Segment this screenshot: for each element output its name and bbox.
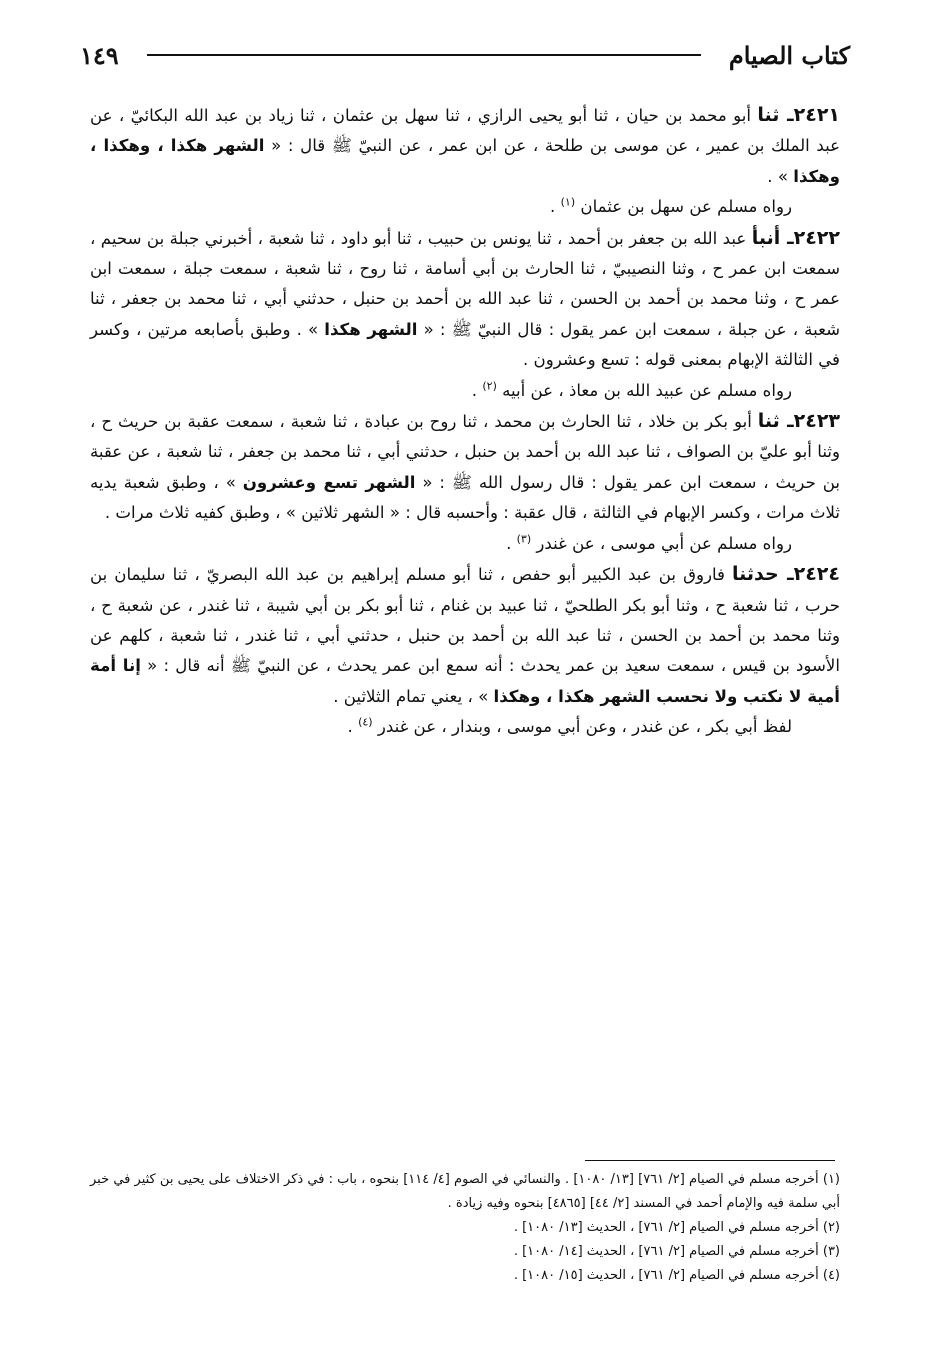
narration-end: . bbox=[506, 533, 517, 553]
hadith-number: ٢٤٢١ bbox=[793, 104, 841, 126]
header-rule bbox=[147, 54, 701, 56]
hadith-number: ٢٤٢٣ bbox=[793, 410, 841, 433]
narration-2423 bbox=[90, 529, 840, 559]
narration-text: رواه مسلم عن عبيد الله بن معاذ ، عن أبيه bbox=[502, 380, 792, 400]
hadith-2423 bbox=[90, 406, 840, 529]
footnote-mark[interactable]: (٢) bbox=[482, 379, 497, 393]
narration-text: رواه مسلم عن سهل بن عثمان bbox=[580, 197, 792, 217]
footnote-mark[interactable]: (١) bbox=[560, 195, 576, 209]
hadith-quote: الشهر تسع وعشرون bbox=[242, 472, 416, 492]
hadith-tail: » . bbox=[767, 166, 794, 186]
footnotes bbox=[90, 1168, 840, 1288]
narration-end: . bbox=[550, 197, 561, 217]
hadith-quote: الشهر هكذا bbox=[324, 319, 418, 339]
hadith-tail: » ، يعني تمام الثلاثين . bbox=[333, 686, 494, 706]
footnote-mark[interactable]: (٣) bbox=[516, 532, 532, 546]
hadith-tail: » . وطبق بأصابعه مرتين ، وكسر في الثالثة الإبهام بمعنى قوله : تسع وعشرون . bbox=[90, 319, 840, 370]
narration-end: . bbox=[471, 380, 483, 400]
narration-2421 bbox=[90, 192, 840, 222]
hadith-2424 bbox=[90, 559, 840, 712]
book-title: كتاب الصيام bbox=[728, 40, 850, 70]
hadith-2421 bbox=[90, 100, 840, 192]
hadith-2422 bbox=[90, 223, 840, 376]
hadith-quote: الشهر هكذا ، وهكذا ، وهكذا bbox=[90, 136, 840, 186]
transmission-term: ـ أنبأ bbox=[751, 226, 794, 249]
narration-2422 bbox=[90, 376, 840, 406]
footnote-1: (١) أخرجه مسلم في الصيام [٢/ ٧٦١] [١٣/ ١٠٨٠] . والنسائي في الصوم [٤/ ١١٤] بنحوه ، باب : في ذكر الاختلاف على يحيى بن كثير في خبر أبي سلمة فيه والإمام أحمد في المسند [٢/ ٤٤] [٤٨٦٥] بنحوه وفيه زيادة . bbox=[90, 1172, 840, 1211]
page-header bbox=[80, 30, 850, 80]
narration-text: رواه مسلم عن أبي موسى ، عن غندر bbox=[536, 533, 792, 553]
footnote-3: (٣) أخرجه مسلم في الصيام [٢/ ٧٦١] ، الحديث [١٤/ ١٠٨٠] . bbox=[513, 1244, 840, 1259]
page-body bbox=[90, 100, 840, 743]
hadith-quote: إنا أمة أمية لا نكتب ولا نحسب الشهر هكذا ، وهكذا bbox=[90, 656, 840, 706]
hadith-number: ٢٤٢٢ bbox=[793, 226, 840, 249]
footnote-mark[interactable]: (٤) bbox=[358, 715, 373, 729]
hadith-text: أبو محمد بن حيان ، ثنا أبو يحيى الرازي ، ثنا سهل بن عثمان ، ثنا زياد بن عبد الله البكائيّ ، عن عبد الملك بن عمير ، عن موسى بن طلحة ، عن ابن عمر ، عن النبيّ ﷺ قال : « bbox=[90, 106, 840, 156]
footnote-separator bbox=[585, 1160, 835, 1161]
hadith-number: ٢٤٢٤ bbox=[793, 563, 840, 586]
narration-2424 bbox=[90, 712, 840, 742]
narration-text: لفظ أبي بكر ، عن غندر ، وعن أبي موسى ، وبندار ، عن غندر bbox=[377, 717, 792, 737]
hadith-text: فاروق بن عبد الكبير أبو حفص ، ثنا أبو مسلم إبراهيم بن عبد الله البصريّ ، ثنا سليمان بن حرب ، ثنا شعبة ح ، وثنا أبو بكر الطلحيّ ، ثنا عبيد بن غنام ، ثنا أبو بكر بن أبي شيبة ، ثنا غندر ، عن شعبة ح ، وثنا محمد بن أحمد بن الحسن ، ثنا عبد الله بن أحمد بن حنبل ، حدثني أبي ، ثنا غندر ، ثنا شعبة ، كلهم عن الأسود بن قيس ، سمعت سعيد بن عمر يحدث : أنه سمع ابن عمر يحدث ، عن النبيّ ﷺ أنه قال : « bbox=[90, 565, 840, 676]
hadith-tail: » ، وطبق شعبة يديه ثلاث مرات ، وكسر الإبهام في الثالثة ، قال عقبة : وأحسبه قال : « الشهر ثلاثين » ، وطبق كفيه ثلاث مرات . bbox=[90, 472, 840, 523]
hadith-text: أبو بكر بن خلاد ، ثنا الحارث بن محمد ، ثنا روح بن عبادة ، ثنا شعبة ، سمعت عقبة بن حريث ح ، وثنا أبو عليّ بن الصواف ، ثنا عبد الله بن أحمد بن حنبل ، حدثني أبي ، ثنا محمد بن جعفر ، ثنا شعبة ، عن عقبة بن حريث ، سمعت ابن عمر يقول : قال رسول الله ﷺ : « bbox=[90, 412, 840, 492]
page-number: ١٤٩ bbox=[80, 40, 119, 70]
narration-end: . bbox=[347, 717, 359, 737]
footnote-2: (٢) أخرجه مسلم في الصيام [٢/ ٧٦١] ، الحديث [١٣/ ١٠٨٠] . bbox=[513, 1220, 840, 1235]
hadith-text: عبد الله بن جعفر بن أحمد ، ثنا يونس بن حبيب ، ثنا أبو داود ، ثنا شعبة ، أخبرني جبلة بن سحيم ، سمعت ابن عمر ح ، وثنا النصيبيّ ، ثنا الحارث بن أبي أسامة ، ثنا روح ، ثنا شعبة ، سمعت جبلة ، سمعت ابن عمر ح ، وثنا محمد بن أحمد بن الحسن ، ثنا عبد الله بن أحمد بن حنبل ، حدثني أبي ، ثنا محمد بن جعفر ، ثنا شعبة ، عن جبلة ، سمعت ابن عمر يقول : قال النبيّ ﷺ : « bbox=[90, 228, 840, 339]
footnote-4: (٤) أخرجه مسلم في الصيام [٢/ ٧٦١] ، الحديث [١٥/ ١٠٨٠] . bbox=[513, 1268, 840, 1283]
transmission-term: ـ ثنا bbox=[757, 104, 794, 126]
transmission-term: ـ حدثنا bbox=[732, 563, 794, 586]
transmission-term: ـ ثنا bbox=[757, 410, 794, 433]
